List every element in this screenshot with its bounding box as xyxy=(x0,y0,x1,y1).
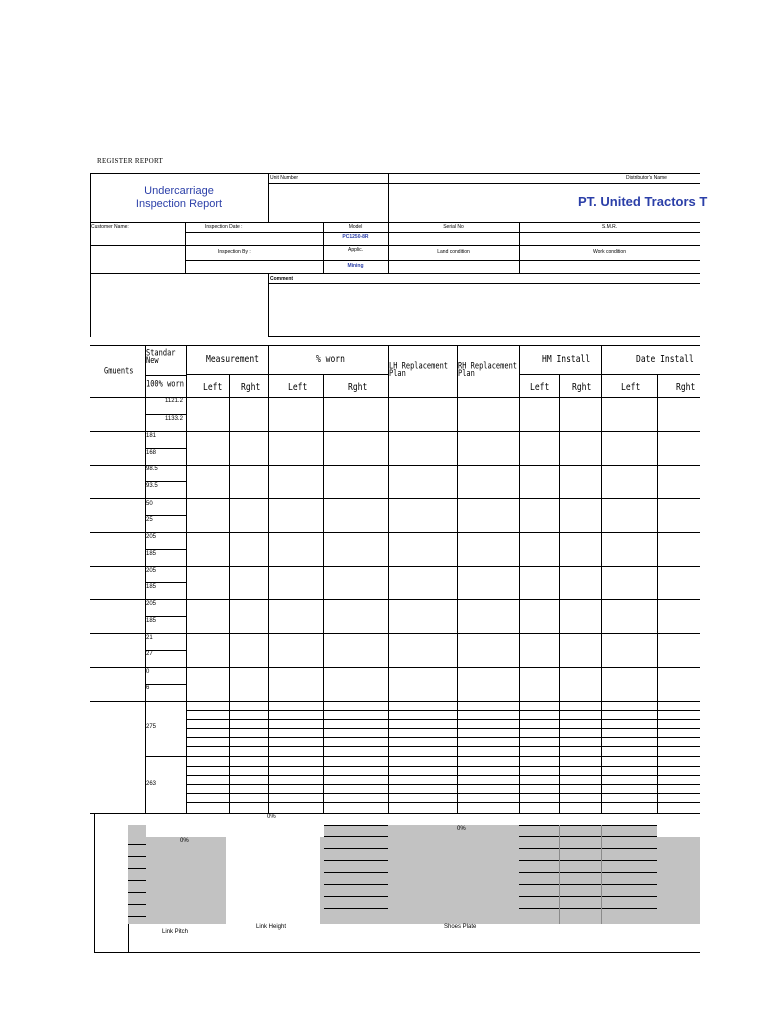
work-condition-label: Work condition xyxy=(593,249,626,255)
worn-left-header: Left xyxy=(288,381,308,393)
distributor-label: Distributor's Name xyxy=(626,175,667,181)
hm-install-header: HM Install xyxy=(542,353,591,365)
row6-worn: 185 xyxy=(146,584,157,590)
shoes-plate-label: Shoes Plate xyxy=(444,924,477,930)
row1-standard: 1121.2 xyxy=(165,398,183,404)
unit-number-label: Unit Number xyxy=(270,175,299,181)
link-pitch-percent: 0% xyxy=(180,838,189,844)
row7-worn: 185 xyxy=(146,618,157,624)
model-label: Model xyxy=(348,224,363,230)
row1-worn: 1133.2 xyxy=(165,416,183,422)
rh-replacement-header: RH Replacement Plan xyxy=(458,360,518,379)
row2-worn: 168 xyxy=(146,450,157,456)
report-title-line1: Undercarriage xyxy=(144,185,214,197)
date-install-header: Date Install xyxy=(636,353,694,365)
shoe-standard: 275 xyxy=(146,724,157,730)
row3-worn: 93.5 xyxy=(146,483,158,489)
report-title xyxy=(92,185,266,211)
measurement-header: Measurement xyxy=(206,353,259,365)
row9-worn: 6 xyxy=(146,685,150,691)
row6-standard: 205 xyxy=(146,568,157,574)
worn-pct-header: % worn xyxy=(316,353,345,365)
row8-worn: 27 xyxy=(146,651,153,657)
date-right-header: Rght xyxy=(676,381,696,393)
hm-right-header: Rght xyxy=(572,381,592,393)
link-pitch-label: Link Pitch xyxy=(162,929,189,935)
worn-right-header: Rght xyxy=(348,381,368,393)
link-height-label: Link Height xyxy=(256,924,287,930)
serial-label: Serial No xyxy=(443,224,464,230)
land-condition-label: Land condition xyxy=(437,249,470,255)
company-name: PT. United Tractors T xyxy=(578,194,708,209)
date-left-header: Left xyxy=(621,381,641,393)
measurement-right-header: Rght xyxy=(241,381,261,393)
lh-replacement-header: LH Replacement Plan xyxy=(389,360,449,379)
row7-standard: 205 xyxy=(146,601,157,607)
row4-standard: 50 xyxy=(146,501,153,507)
applic-label: Applic. xyxy=(347,247,363,253)
report-title-line2: Inspection Report xyxy=(135,198,223,210)
comment-label: Comment xyxy=(270,276,294,282)
shoe-worn: 263 xyxy=(146,781,157,787)
row5-standard: 205 xyxy=(146,534,157,540)
top-percent: 0% xyxy=(267,814,276,820)
standard-new-header: Standar New xyxy=(146,347,176,366)
row2-standard: 181 xyxy=(146,433,157,439)
hm-left-header: Left xyxy=(530,381,550,393)
row4-worn: 25 xyxy=(146,517,153,523)
row9-standard: 0 xyxy=(146,669,150,675)
row8-standard: 21 xyxy=(146,635,153,641)
shoe-percent: 0% xyxy=(457,826,466,832)
measurement-left-header: Left xyxy=(203,381,223,393)
row5-worn: 185 xyxy=(146,551,157,557)
inspection-date-label: Inspection Date : xyxy=(205,224,243,230)
worn-limit-header: 100% worn xyxy=(146,379,184,389)
components-header: Gmuents xyxy=(104,366,134,376)
applic-value: Mining xyxy=(347,263,364,269)
smr-label: S.M.R. xyxy=(601,224,618,230)
inspection-by-label: Inspection By : xyxy=(218,249,251,255)
model-value: PC1250-8R xyxy=(342,234,369,240)
register-report-label: REGISTER REPORT xyxy=(97,157,164,165)
customer-label: Customer Name: xyxy=(91,224,129,230)
row3-standard: 98.5 xyxy=(146,466,158,472)
